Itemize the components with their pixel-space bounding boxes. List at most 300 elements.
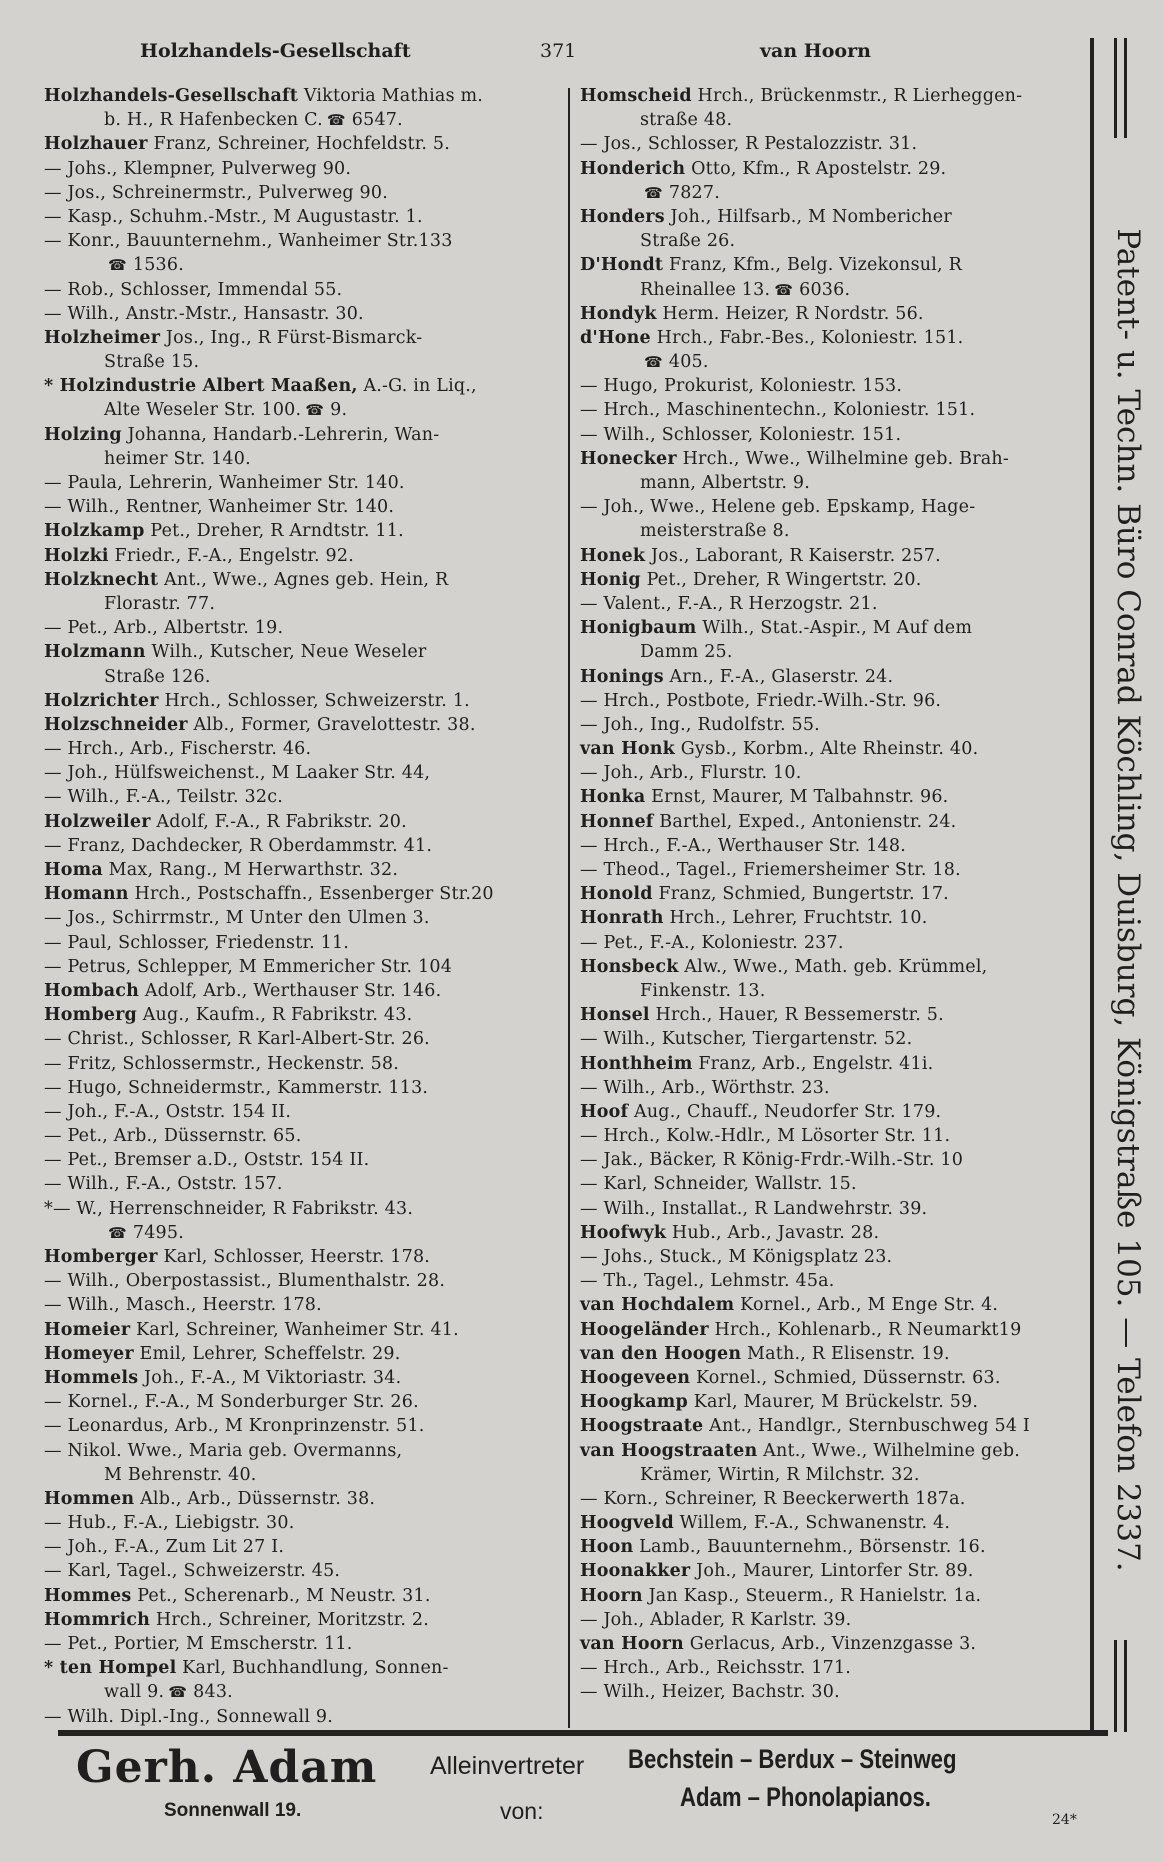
- footer-brands-2: Adam – Phonolapianos.: [680, 1782, 931, 1812]
- entry-details: — Wilh., F.-A., Teilstr. 32c.: [44, 787, 283, 808]
- directory-entry-line: [44, 471, 564, 495]
- directory-entry-line: [580, 1221, 1090, 1245]
- footer-company-name: Gerh. Adam: [76, 1742, 378, 1793]
- directory-entry-line: [44, 1414, 564, 1438]
- directory-entry-line: [44, 1559, 564, 1583]
- entry-details: Max, Rang., M Herwarthstr. 32.: [102, 860, 399, 880]
- directory-entry-line: [580, 1076, 1090, 1100]
- entry-details: — Hugo, Schneidermstr., Kammerstr. 113.: [44, 1077, 429, 1098]
- entry-name: Hoogeländer: [580, 1319, 709, 1340]
- entry-details: — Paul, Schlosser, Friedenstr. 11.: [44, 932, 350, 953]
- entry-name: Hommen: [44, 1488, 135, 1509]
- entry-details: Hrch., Schreiner, Moritzstr. 2.: [150, 1609, 429, 1630]
- entry-details: — Joh., F.-A., Zum Lit 27 I.: [44, 1537, 285, 1558]
- footer-von: von:: [500, 1798, 544, 1824]
- telephone-number: 6547.: [351, 110, 403, 131]
- entry-name: Homeyer: [44, 1343, 134, 1364]
- entry-details: Jan Kasp., Steuerm., R Hanielstr. 1a.: [642, 1585, 982, 1606]
- entry-details: — Jos., Schirrmstr., M Unter den Ulmen 3.: [44, 908, 430, 929]
- directory-entry-line: [580, 1245, 1090, 1269]
- entry-details: Ant., Wwe., Wilhelmine geb.: [757, 1440, 1021, 1461]
- entry-details: Hrch., Wwe., Wilhelmine geb. Brah-: [676, 448, 1009, 469]
- directory-entry-line: [580, 302, 1090, 326]
- entry-details: *— W., Herrenschneider, R Fabrikstr. 43.: [44, 1198, 414, 1219]
- directory-entry-line: [580, 519, 1090, 543]
- entry-details: Alb., Former, Gravelottestr. 38.: [187, 714, 476, 735]
- directory-entry-line: [44, 713, 564, 737]
- entry-details: — Pet., Portier, M Emscherstr. 11.: [44, 1634, 353, 1654]
- directory-entry-line: [44, 1027, 564, 1051]
- directory-entry-line: [580, 1656, 1090, 1680]
- directory-entry-line: [44, 326, 564, 350]
- directory-entry-line: [580, 1487, 1090, 1511]
- directory-entry-line: [44, 1680, 564, 1704]
- entry-details: Joh., Hilfsarb., M Nombericher: [664, 206, 952, 227]
- entry-details: Krämer, Wirtin, R Milchstr. 32.: [640, 1464, 920, 1485]
- directory-entry-line: [44, 834, 564, 858]
- directory-entry-line: [44, 495, 564, 519]
- directory-entry-line: [44, 1439, 564, 1463]
- entry-details: — Hrch., Arb., Fischerstr. 46.: [44, 739, 312, 760]
- directory-entry-line: [44, 858, 564, 882]
- telephone-icon: ☎: [108, 1223, 127, 1242]
- telephone-icon: ☎: [326, 111, 346, 130]
- entry-details: — Wilh., F.-A., Oststr. 157.: [44, 1174, 283, 1195]
- directory-entry-line: [580, 1342, 1090, 1366]
- entry-details: — Karl, Schneider, Wallstr. 15.: [580, 1174, 857, 1195]
- directory-entry-line: [44, 568, 564, 592]
- entry-details: A.-G. in Liq.,: [357, 376, 477, 397]
- telephone-number: 9.: [330, 400, 348, 421]
- entry-details: Franz, Arb., Engelstr. 41i.: [692, 1053, 934, 1074]
- entry-name: Holzki: [44, 545, 109, 566]
- directory-entry-line: [44, 616, 564, 640]
- directory-entry-line: [580, 398, 1090, 422]
- entry-details: — Hugo, Prokurist, Koloniestr. 153.: [580, 376, 903, 397]
- directory-entry-line: [44, 1148, 564, 1172]
- entry-details: — Hrch., Maschinentechn., Koloniestr. 151.: [580, 400, 976, 421]
- entry-details: Adolf, Arb., Werthauser Str. 146.: [139, 980, 442, 1001]
- entry-name: Honsel: [580, 1005, 650, 1026]
- entry-name: Holzrichter: [44, 690, 159, 711]
- directory-entry-line: [580, 132, 1090, 156]
- entry-details: — Christ., Schlosser, R Karl-Albert-Str. 26.: [44, 1029, 430, 1050]
- entry-details: — Karl, Tagel., Schweizerstr. 45.: [44, 1561, 341, 1582]
- directory-entry-line: [580, 1269, 1090, 1293]
- page-number: 371: [540, 40, 577, 62]
- directory-entry-line: [580, 931, 1090, 955]
- running-head-right: van Hoorn: [760, 40, 871, 62]
- entry-details: — Joh., Ablader, R Karlstr. 39.: [580, 1609, 852, 1630]
- entry-details: Hrch., Hauer, R Bessemerstr. 5.: [649, 1005, 944, 1026]
- entry-details: — Franz, Dachdecker, R Oberdammstr. 41.: [44, 835, 433, 856]
- directory-entry-line: [44, 1487, 564, 1511]
- directory-entry-line: [580, 689, 1090, 713]
- entry-name: Honig: [580, 569, 641, 590]
- telephone-number: 6036.: [799, 279, 851, 300]
- entry-details: Lamb., Bauunternehm., Börsenstr. 16.: [633, 1537, 986, 1558]
- entry-name: Homeier: [44, 1319, 131, 1340]
- directory-entry-line: [44, 84, 564, 108]
- entry-details: Franz, Schreiner, Hochfeldstr. 5.: [147, 134, 451, 155]
- entry-details: — Pet., Arb., Düssernstr. 65.: [44, 1126, 302, 1147]
- entry-details: — Joh., Ing., Rudolfstr. 55.: [580, 714, 820, 735]
- entry-details: wall 9.: [104, 1682, 165, 1703]
- entry-details: Hrch., Brückenmstr., R Lierheggen-: [691, 86, 1023, 106]
- directory-entry-line: [580, 1414, 1090, 1438]
- entry-details: Aug., Chauff., Neudorfer Str. 179.: [628, 1101, 942, 1122]
- entry-details: — Pet., Arb., Albertstr. 19.: [44, 618, 284, 639]
- entry-details: Karl, Schreiner, Wanheimer Str. 41.: [130, 1319, 459, 1340]
- directory-entry-line: [44, 882, 564, 906]
- footer-role: Alleinvertreter: [430, 1752, 585, 1780]
- directory-entry-line: [580, 834, 1090, 858]
- entry-details: heimer Str. 140.: [104, 448, 251, 469]
- directory-entry-line: [44, 108, 564, 132]
- directory-entry-line: [580, 374, 1090, 398]
- entry-name: Hommels: [44, 1367, 139, 1388]
- directory-entry-line: [580, 955, 1090, 979]
- directory-entry-line: [44, 374, 564, 398]
- entry-details: Friedr., F.-A., Engelstr. 92.: [108, 545, 354, 566]
- directory-entry-line: [44, 1535, 564, 1559]
- directory-entry-line: [44, 1052, 564, 1076]
- entry-name: Honderich: [580, 158, 686, 179]
- directory-entry-line: [580, 1608, 1090, 1632]
- entry-details: Viktoria Mathias m.: [298, 86, 484, 106]
- entry-details: — Wilh., Heizer, Bachstr. 30.: [580, 1682, 840, 1703]
- directory-entry-line: [580, 544, 1090, 568]
- directory-entry-line: [44, 689, 564, 713]
- entry-details: — Valent., F.-A., R Herzogstr. 21.: [580, 593, 878, 614]
- directory-entry-line: [580, 1172, 1090, 1196]
- entry-details: Franz, Kfm., Belg. Vizekonsul, R: [663, 255, 962, 276]
- entry-details: Ant., Handlgr., Sternbuschweg 54 I: [703, 1416, 1031, 1437]
- entry-details: Emil, Lehrer, Scheffelstr. 29.: [133, 1343, 401, 1364]
- directory-entry-line: [580, 761, 1090, 785]
- right-column: [580, 84, 1090, 1705]
- directory-entry-line: [44, 1245, 564, 1269]
- directory-entry-line: [580, 640, 1090, 664]
- entry-name: * Holzindustrie Albert Maaßen,: [44, 376, 358, 397]
- directory-entry-line: [580, 785, 1090, 809]
- entry-details: Franz, Schmied, Bungertstr. 17.: [652, 884, 949, 905]
- side-rule-bottom-a: [1114, 1640, 1117, 1732]
- entry-details: Herm. Heizer, R Nordstr. 56.: [656, 303, 924, 324]
- directory-entry-line: [580, 1027, 1090, 1051]
- entry-name: van Hoogstraaten: [580, 1440, 758, 1461]
- entry-name: van den Hoogen: [580, 1343, 742, 1364]
- entry-details: — Hrch., Postbote, Friedr.-Wilh.-Str. 96.: [580, 690, 942, 711]
- entry-name: Homberg: [44, 1005, 137, 1026]
- entry-details: — Pet., Bremser a.D., Oststr. 154 II.: [44, 1150, 370, 1171]
- directory-entry-line: [44, 544, 564, 568]
- side-rule: [1090, 38, 1094, 1732]
- entry-name: van Hoorn: [580, 1634, 684, 1654]
- entry-name: Honka: [580, 787, 646, 808]
- directory-entry-line: [580, 979, 1090, 1003]
- entry-details: Pet., Dreher, R Wingertstr. 20.: [640, 569, 922, 590]
- entry-name: D'Hondt: [580, 255, 664, 276]
- entry-details: — Joh., F.-A., Oststr. 154 II.: [44, 1101, 292, 1122]
- directory-entry-line: [580, 1439, 1090, 1463]
- entry-name: Honigbaum: [580, 618, 697, 639]
- entry-details: Hrch., Schlosser, Schweizerstr. 1.: [158, 690, 470, 711]
- directory-entry-line: [44, 737, 564, 761]
- directory-entry-line: [580, 1680, 1090, 1704]
- entry-name: Hoonakker: [580, 1561, 691, 1582]
- directory-entry-line: [44, 1705, 564, 1729]
- entry-details: Florastr. 77.: [104, 593, 216, 614]
- entry-details: — Theod., Tagel., Friemersheimer Str. 18.: [580, 860, 961, 880]
- directory-entry-line: [44, 761, 564, 785]
- directory-entry-line: [44, 955, 564, 979]
- telephone-number: 843.: [193, 1682, 233, 1703]
- entry-details: Pet., Scherenarb., M Neustr. 31.: [131, 1585, 431, 1606]
- directory-entry-line: [580, 1148, 1090, 1172]
- directory-entry-line: [44, 132, 564, 156]
- entry-details: — Wilh., Schlosser, Koloniestr. 151.: [580, 424, 902, 445]
- directory-entry-line: [44, 423, 564, 447]
- directory-entry-line: [580, 1003, 1090, 1027]
- directory-entry-line: [44, 1100, 564, 1124]
- entry-name: Holzhandels-Gesellschaft: [44, 86, 299, 106]
- entry-details: Karl, Schlosser, Heerstr. 178.: [157, 1247, 431, 1267]
- entry-details: — Jak., Bäcker, R König-Frdr.-Wilh.-Str. 10: [580, 1150, 964, 1171]
- entry-details: Arn., F.-A., Glaserstr. 24.: [663, 666, 894, 687]
- directory-entry-line: [44, 1511, 564, 1535]
- entry-details: — Pet., F.-A., Koloniestr. 237.: [580, 932, 844, 953]
- entry-details: Jos., Ing., R Fürst-Bismarck-: [160, 327, 423, 348]
- entry-name: Hoorn: [580, 1585, 643, 1606]
- entry-details: — Korn., Schreiner, R Beeckerwerth 187a.: [580, 1488, 966, 1509]
- entry-name: Honsbeck: [580, 956, 679, 977]
- telephone-number: 7495.: [132, 1222, 184, 1243]
- directory-entry-line: [44, 350, 564, 374]
- side-rule-top-a: [1114, 38, 1117, 138]
- entry-details: Damm 25.: [640, 642, 733, 663]
- entry-details: Kornel., Arb., M Enge Str. 4.: [734, 1295, 999, 1316]
- entry-details: Finkenstr. 13.: [640, 980, 766, 1001]
- directory-entry-line: [44, 810, 564, 834]
- entry-details: b. H., R Hafenbecken C.: [104, 110, 323, 131]
- entry-name: Hoogkamp: [580, 1392, 688, 1413]
- directory-entry-line: [44, 181, 564, 205]
- directory-entry-line: [580, 447, 1090, 471]
- directory-entry-line: [44, 906, 564, 930]
- entry-details: Kornel., Schmied, Düssernstr. 63.: [690, 1367, 1001, 1388]
- entry-details: — Hub., F.-A., Liebigstr. 30.: [44, 1513, 295, 1534]
- directory-entry-line: [580, 713, 1090, 737]
- entry-name: Hoogeveen: [580, 1367, 691, 1388]
- entry-details: Hrch., Postschaffn., Essenberger Str.20: [128, 884, 494, 905]
- entry-name: Honold: [580, 884, 653, 905]
- entry-name: Hoof: [580, 1101, 629, 1122]
- entry-details: — Wilh., Masch., Heerstr. 178.: [44, 1295, 322, 1316]
- entry-details: Barthel, Exped., Antonienstr. 24.: [653, 811, 957, 832]
- directory-entry-line: [44, 1197, 564, 1221]
- directory-entry-line: [44, 1463, 564, 1487]
- entry-details: — Joh., Hülfsweichenst., M Laaker Str. 44,: [44, 763, 431, 784]
- directory-entry-line: [44, 398, 564, 422]
- directory-entry-line: [580, 1366, 1090, 1390]
- entry-name: Hombach: [44, 980, 140, 1001]
- directory-entry-line: [44, 1172, 564, 1196]
- entry-details: Wilh., Kutscher, Neue Weseler: [145, 642, 427, 663]
- entry-name: Hoogstraate: [580, 1416, 704, 1437]
- directory-entry-line: [580, 665, 1090, 689]
- directory-entry-line: [44, 447, 564, 471]
- directory-entry-line: [44, 1318, 564, 1342]
- left-column: [44, 84, 564, 1729]
- directory-entry-line: [580, 423, 1090, 447]
- directory-entry-line: [44, 1608, 564, 1632]
- entry-details: — Th., Tagel., Lehmstr. 45a.: [580, 1271, 835, 1292]
- entry-details: — Johs., Klempner, Pulverweg 90.: [44, 158, 352, 179]
- directory-entry-line: [44, 519, 564, 543]
- entry-details: — Wilh. Dipl.-Ing., Sonnewall 9.: [44, 1706, 333, 1727]
- entry-details: Wilh., Stat.-Aspir., M Auf dem: [696, 618, 973, 639]
- entry-name: Holzheimer: [44, 327, 161, 348]
- directory-entry-line: [44, 1003, 564, 1027]
- directory-entry-line: [580, 1052, 1090, 1076]
- entry-details: Hrch., Fabr.-Bes., Koloniestr. 151.: [650, 327, 964, 348]
- entry-details: Straße 126.: [104, 666, 211, 687]
- entry-name: Holzkamp: [44, 521, 145, 542]
- directory-entry-line: [580, 326, 1090, 350]
- directory-entry-line: [580, 1632, 1090, 1656]
- directory-entry-line: [44, 1632, 564, 1656]
- entry-details: mann, Albertstr. 9.: [640, 473, 810, 493]
- footer-address: Sonnenwall 19.: [164, 1800, 302, 1821]
- directory-entry-line: [44, 205, 564, 229]
- directory-entry-line: [580, 906, 1090, 930]
- entry-name: Honders: [580, 206, 665, 227]
- footer-brands: Bechstein – Berdux – Steinweg: [628, 1744, 957, 1774]
- directory-entry-line: [44, 1366, 564, 1390]
- directory-entry-line: [44, 1342, 564, 1366]
- entry-details: Otto, Kfm., R Apostelstr. 29.: [685, 158, 947, 179]
- directory-entry-line: [580, 568, 1090, 592]
- directory-entry-line: [44, 278, 564, 302]
- entry-details: Willem, F.-A., Schwanenstr. 4.: [673, 1513, 951, 1534]
- entry-name: Holzhauer: [44, 134, 148, 155]
- entry-name: Hommes: [44, 1585, 132, 1606]
- telephone-icon: ☎: [774, 280, 794, 299]
- directory-entry-line: [44, 785, 564, 809]
- entry-details: — Wilh., Oberpostassist., Blumenthalstr. 28.: [44, 1271, 446, 1292]
- entry-name: Holzweiler: [44, 811, 151, 832]
- entry-details: Joh., Maurer, Lintorfer Str. 89.: [690, 1561, 974, 1582]
- entry-details: — Hrch., Kolw.-Hdlr., M Lösorter Str. 11.: [580, 1126, 951, 1147]
- entry-details: Karl, Maurer, M Brückelstr. 59.: [687, 1392, 979, 1413]
- column-divider: [568, 88, 570, 1728]
- directory-entry-line: [580, 882, 1090, 906]
- directory-entry-line: [580, 1390, 1090, 1414]
- entry-name: Hondyk: [580, 303, 657, 324]
- footer-rule: [58, 1730, 1108, 1736]
- entry-details: M Behrenstr. 40.: [104, 1464, 257, 1485]
- entry-details: — Nikol. Wwe., Maria geb. Overmanns,: [44, 1440, 403, 1461]
- directory-entry-line: [580, 1559, 1090, 1583]
- directory-entry-line: [44, 1076, 564, 1100]
- telephone-icon: ☎: [644, 183, 663, 202]
- telephone-number: 7827.: [668, 182, 720, 203]
- entry-details: straße 48.: [640, 110, 733, 131]
- entry-details: Gysb., Korbm., Alte Rheinstr. 40.: [674, 739, 979, 760]
- entry-details: — Kornel., F.-A., M Sonderburger Str. 26.: [44, 1392, 419, 1413]
- entry-details: Alte Weseler Str. 100.: [104, 400, 302, 421]
- entry-details: — Hrch., F.-A., Werthauser Str. 148.: [580, 835, 906, 856]
- entry-details: Gerlacus, Arb., Vinzenzgasse 3.: [683, 1634, 977, 1654]
- directory-entry-line: [580, 181, 1090, 205]
- entry-details: Alb., Arb., Düssernstr. 38.: [134, 1488, 376, 1509]
- entry-details: — Fritz, Schlossermstr., Heckenstr. 58.: [44, 1053, 400, 1074]
- directory-entry-line: [580, 278, 1090, 302]
- directory-entry-line: [580, 810, 1090, 834]
- entry-name: Honek: [580, 545, 646, 566]
- telephone-icon: ☎: [644, 353, 663, 372]
- directory-entry-line: [580, 737, 1090, 761]
- directory-entry-line: [580, 1535, 1090, 1559]
- entry-details: Straße 15.: [104, 352, 200, 373]
- side-advertisement: [1100, 150, 1156, 1650]
- entry-name: Honthheim: [580, 1053, 693, 1074]
- entry-details: — Jos., Schreinermstr., Pulverweg 90.: [44, 182, 388, 203]
- entry-details: Hub., Arb., Javastr. 28.: [666, 1222, 880, 1243]
- entry-details: Math., R Elisenstr. 19.: [741, 1343, 950, 1364]
- directory-entry-line: [580, 253, 1090, 277]
- entry-details: — Kasp., Schuhm.-Mstr., M Augustastr. 1.: [44, 206, 423, 227]
- entry-name: Honnef: [580, 811, 654, 832]
- directory-entry-line: [44, 592, 564, 616]
- directory-entry-line: [580, 1584, 1090, 1608]
- directory-entry-line: [580, 350, 1090, 374]
- entry-details: Ant., Wwe., Agnes geb. Hein, R: [158, 569, 449, 590]
- directory-entry-line: [580, 1197, 1090, 1221]
- directory-entry-line: [44, 1584, 564, 1608]
- entry-details: — Wilh., Kutscher, Tiergartenstr. 52.: [580, 1029, 913, 1050]
- directory-entry-line: [580, 205, 1090, 229]
- directory-entry-line: [580, 1318, 1090, 1342]
- directory-entry-line: [44, 157, 564, 181]
- directory-entry-line: [580, 1293, 1090, 1317]
- directory-entry-line: [44, 253, 564, 277]
- telephone-icon: ☎: [168, 1683, 188, 1702]
- directory-entry-line: [580, 592, 1090, 616]
- entry-details: — Rob., Schlosser, Immendal 55.: [44, 279, 343, 300]
- side-rule-top-b: [1124, 38, 1127, 138]
- side-rule-bottom-b: [1124, 1640, 1127, 1732]
- directory-entry-line: [580, 1511, 1090, 1535]
- entry-name: Hommrich: [44, 1609, 151, 1630]
- directory-entry-line: [44, 665, 564, 689]
- directory-entry-line: [580, 1124, 1090, 1148]
- directory-entry-line: [44, 229, 564, 253]
- entry-details: — Johs., Stuck., M Königsplatz 23.: [580, 1247, 893, 1267]
- entry-details: — Paula, Lehrerin, Wanheimer Str. 140.: [44, 473, 405, 493]
- running-head-left: Holzhandels-Gesellschaft: [140, 40, 411, 62]
- directory-entry-line: [44, 1293, 564, 1317]
- entry-details: Aug., Kaufm., R Fabrikstr. 43.: [136, 1005, 413, 1026]
- directory-entry-line: [44, 640, 564, 664]
- entry-details: Joh., F.-A., M Viktoriastr. 34.: [138, 1367, 402, 1388]
- entry-name: Homscheid: [580, 86, 692, 106]
- directory-entry-line: [44, 1124, 564, 1148]
- entry-name: Holzing: [44, 424, 122, 445]
- entry-details: — Joh., Arb., Flurstr. 10.: [580, 763, 802, 784]
- entry-name: van Honk: [580, 739, 675, 760]
